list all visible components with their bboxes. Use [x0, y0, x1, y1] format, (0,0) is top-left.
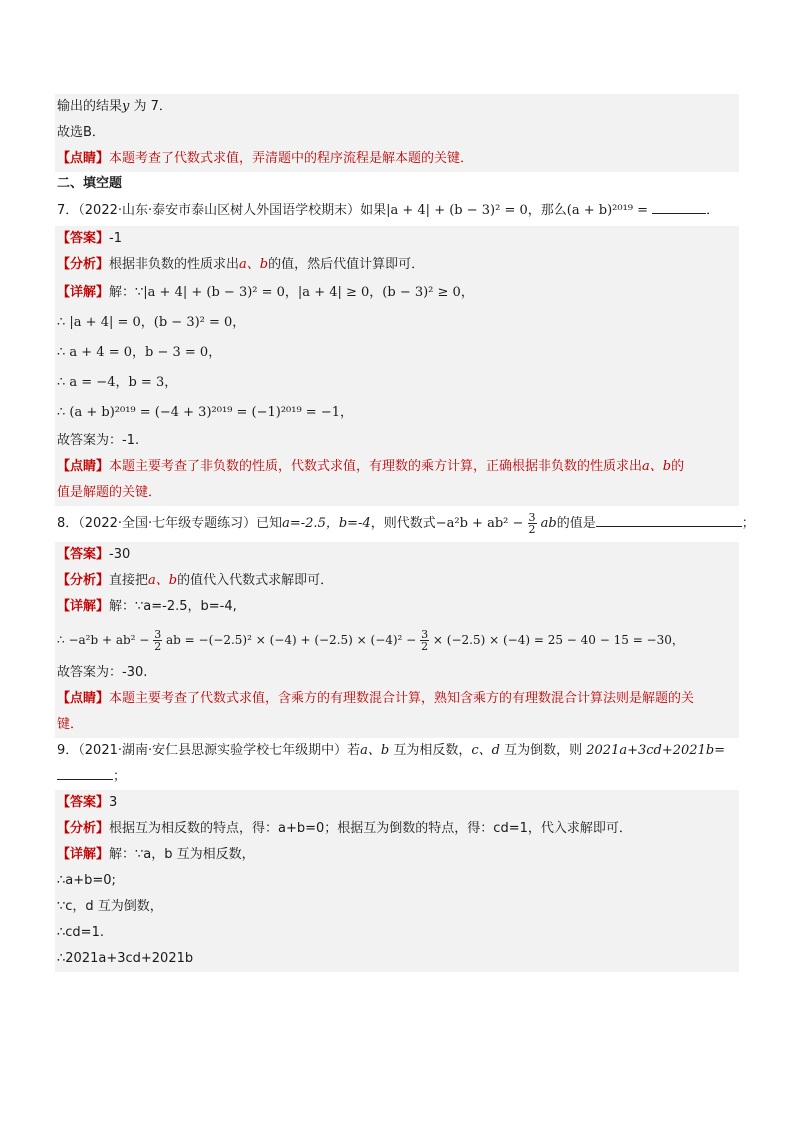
question-8-solution [55, 542, 739, 738]
answer-blank [652, 201, 706, 214]
analysis-line: 【分析】根据非负数的性质求出a、b的值，然后代值计算即可． [57, 257, 425, 272]
result-line: 输出的结果y 为 7． [57, 99, 172, 114]
choice-line: 故选B． [57, 125, 105, 140]
final-answer-line: 故答案为：-1. [57, 433, 140, 448]
detail-line-2: ∴ |a + 4| = 0，(b − 3)² = 0， [57, 315, 246, 330]
comment-line-2: 值是解题的关键． [57, 485, 162, 500]
section-heading: 二、填空题 [57, 176, 123, 191]
question-9-blank-line: ； [55, 764, 739, 790]
detail-line-5: ∴ (a + b)²⁰¹⁹ = (−4 + 3)²⁰¹⁹ = (−1)²⁰¹⁹ = −1， [57, 405, 353, 420]
detail-line-2: ∴a+b=0; [57, 873, 116, 888]
comment-line-2: 键． [57, 717, 84, 732]
answer-blank [57, 767, 113, 780]
analysis-line: 【分析】根据互为相反数的特点，得：a+b=0；根据互为倒数的特点，得：cd=1，代入求解即可． [57, 821, 632, 836]
detail-line-5: ∴2021a+3cd+2021b [57, 951, 194, 966]
comment-line: 【点睛】本题考查了代数式求值，弄清题中的程序流程是解本题的关键． [57, 151, 474, 166]
comment-tag: 【点睛】 [57, 151, 110, 166]
detail-line-3: ∴ a + 4 = 0，b − 3 = 0， [57, 345, 222, 360]
analysis-line: 【分析】直接把a、b的值代入代数式求解即可． [57, 573, 334, 588]
question-8-stem: 8．（2022·全国·七年级专题练习）已知a=-2.5，b=-4，则代数式−a²b + ab² − $\frac{3}{2}$ ab的值是 ； [57, 511, 755, 536]
detail-line-1: 【详解】解：∵|a + 4| + (b − 3)² = 0，|a + 4| ≥ 0，(b − 3)² ≥ 0， [57, 285, 474, 300]
fraction: $\frac{3}{2}$ [528, 511, 536, 536]
answer-line: 【答案】3 [57, 795, 118, 810]
comment-line-1: 【点睛】本题主要考查了非负数的性质，代数式求值，有理数的乘方计算，正确根据非负数的性质求出a、b的 [57, 459, 685, 474]
question-9-stem: 9．（2021·湖南·安仁县思源实验学校七年级期中）若a、b 互为相反数，c、d 互为倒数，则 2021a+3cd+2021b= [57, 743, 726, 758]
detail-line-4: ∴ a = −4，b = 3， [57, 375, 178, 390]
question-7-solution [55, 226, 739, 506]
detail-line-1: 【详解】解：∵a，b 互为相反数， [57, 847, 255, 862]
detail-line-4: ∴cd=1. [57, 925, 104, 940]
document-page [55, 94, 755, 972]
detail-line-3: ∵c，d 互为倒数， [57, 899, 163, 914]
question-7-stem: 7．（2022·山东·泰安市泰山区树人外国语学校期末）如果|a + 4| + (b − 3)² = 0，那么(a + b)²⁰¹⁹ = ． [57, 203, 720, 218]
answer-line: 【答案】-1 [57, 231, 122, 246]
answer-line: 【答案】-30 [57, 547, 131, 562]
previous-solution-block [55, 94, 739, 172]
detail-line-1: 【详解】解：∵a=-2.5，b=-4, [57, 599, 237, 614]
question-9-solution [55, 790, 739, 972]
final-answer-line: 故答案为：-30. [57, 665, 148, 680]
answer-blank [596, 514, 742, 527]
comment-line-1: 【点睛】本题主要考查了代数式求值，含乘方的有理数混合计算，熟知含乘方的有理数混合计算法则是解题的关 [57, 691, 695, 706]
detail-line-2: ∴ −a²b + ab² − $\frac{3}{2}$ ab = −(−2.5)² × (−4) + (−2.5) × (−4)² − $\frac{3}{2}$ × (−2.5) × (−4) = 25 − 40 − 15 = −30， [57, 628, 684, 653]
